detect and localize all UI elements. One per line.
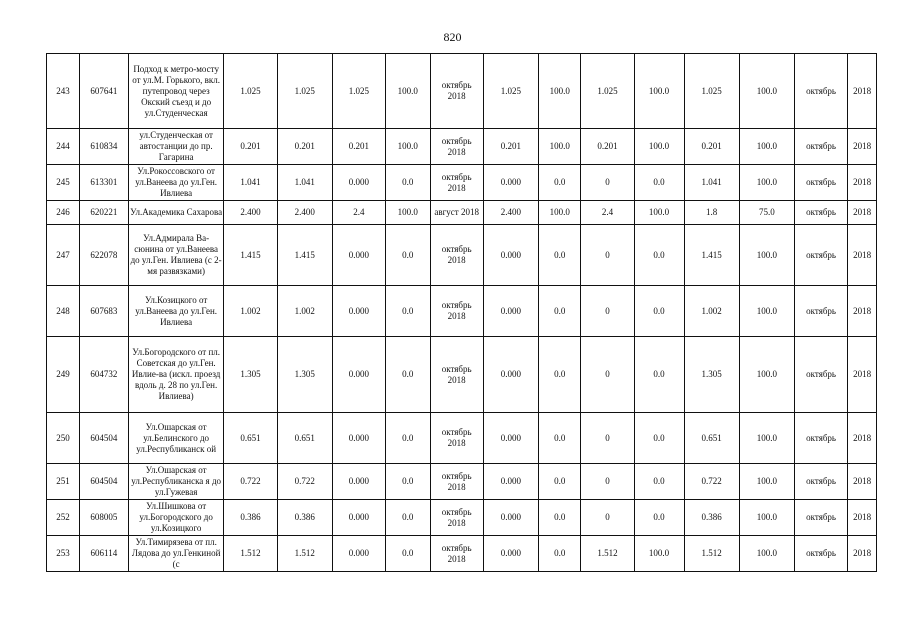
percent-done-cell: 0.0 [385,464,430,500]
percent-6-cell: 100.0 [538,54,581,129]
length-done-cell: 0.000 [332,413,385,464]
value-5-cell: 0.000 [483,500,538,536]
length-plan-cell: 1.305 [277,337,332,413]
year-cell: 2018 [848,225,877,286]
row-number-cell: 249 [47,337,80,413]
row-number-cell: 253 [47,536,80,572]
length-done-cell: 0.201 [332,129,385,165]
percent-6-cell: 0.0 [538,286,581,337]
length-plan-cell: 0.386 [277,500,332,536]
percent-8-cell: 0.0 [634,165,684,201]
percent-8-cell: 0.0 [634,500,684,536]
completion-date-cell: октябрь 2018 [430,54,483,129]
year-cell: 2018 [848,337,877,413]
value-9-cell: 0.651 [684,413,739,464]
year-cell: 2018 [848,129,877,165]
value-5-cell: 0.201 [483,129,538,165]
length-total-cell: 1.305 [224,337,277,413]
road-name-cell: Ул.Ошарская от ул.Белинского до ул.Республиканск ой [128,413,224,464]
value-9-cell: 1.415 [684,225,739,286]
percent-8-cell: 0.0 [634,464,684,500]
completion-date-cell: октябрь 2018 [430,536,483,572]
percent-done-cell: 0.0 [385,500,430,536]
completion-date-cell: октябрь 2018 [430,337,483,413]
table-row [47,165,877,201]
road-name-cell: Подход к метро-мосту от ул.М. Горького, вкл. путепровод через Окский съезд и до ул.Студенческая [128,54,224,129]
row-number-cell: 250 [47,413,80,464]
month-cell: октябрь [795,536,848,572]
percent-done-cell: 0.0 [385,225,430,286]
length-done-cell: 0.000 [332,464,385,500]
length-done-cell: 0.000 [332,225,385,286]
percent-10-cell: 75.0 [739,201,794,225]
length-total-cell: 0.722 [224,464,277,500]
length-total-cell: 1.041 [224,165,277,201]
road-name-cell: Ул.Шишкова от ул.Богородского до ул.Козицкого [128,500,224,536]
completion-date-cell: октябрь 2018 [430,464,483,500]
percent-6-cell: 0.0 [538,225,581,286]
value-5-cell: 0.000 [483,536,538,572]
length-plan-cell: 2.400 [277,201,332,225]
value-9-cell: 0.386 [684,500,739,536]
value-9-cell: 1.512 [684,536,739,572]
value-7-cell: 0 [581,286,634,337]
percent-10-cell: 100.0 [739,413,794,464]
row-number-cell: 245 [47,165,80,201]
percent-done-cell: 0.0 [385,413,430,464]
percent-10-cell: 100.0 [739,500,794,536]
month-cell: октябрь [795,464,848,500]
page-number: 820 [443,30,462,44]
year-cell: 2018 [848,500,877,536]
road-code-cell: 608005 [79,500,128,536]
month-cell: октябрь [795,165,848,201]
percent-done-cell: 0.0 [385,286,430,337]
length-plan-cell: 1.025 [277,54,332,129]
table-row [47,464,877,500]
length-plan-cell: 0.201 [277,129,332,165]
percent-10-cell: 100.0 [739,536,794,572]
month-cell: октябрь [795,286,848,337]
percent-10-cell: 100.0 [739,225,794,286]
value-7-cell: 0 [581,500,634,536]
percent-6-cell: 100.0 [538,201,581,225]
road-name-cell: Ул.Адмирала Ва-сюнина от ул.Ванеева до ул.Ген. Ивлиева (с 2-мя развязками) [128,225,224,286]
year-cell: 2018 [848,54,877,129]
length-done-cell: 1.025 [332,54,385,129]
table-row [47,225,877,286]
completion-date-cell: октябрь 2018 [430,165,483,201]
year-cell: 2018 [848,201,877,225]
value-9-cell: 1.305 [684,337,739,413]
completion-date-cell: октябрь 2018 [430,500,483,536]
year-cell: 2018 [848,286,877,337]
value-7-cell: 1.512 [581,536,634,572]
table-row [47,413,877,464]
percent-8-cell: 100.0 [634,129,684,165]
road-code-cell: 607641 [79,54,128,129]
table-row [47,201,877,225]
percent-6-cell: 0.0 [538,337,581,413]
value-7-cell: 0 [581,225,634,286]
length-total-cell: 0.651 [224,413,277,464]
percent-6-cell: 0.0 [538,500,581,536]
road-code-cell: 604504 [79,464,128,500]
percent-6-cell: 0.0 [538,165,581,201]
value-9-cell: 1.8 [684,201,739,225]
year-cell: 2018 [848,536,877,572]
percent-8-cell: 100.0 [634,536,684,572]
table-row [47,500,877,536]
length-done-cell: 0.000 [332,536,385,572]
completion-date-cell: август 2018 [430,201,483,225]
length-total-cell: 1.512 [224,536,277,572]
length-total-cell: 1.002 [224,286,277,337]
row-number-cell: 247 [47,225,80,286]
month-cell: октябрь [795,500,848,536]
month-cell: октябрь [795,225,848,286]
road-code-cell: 606114 [79,536,128,572]
percent-10-cell: 100.0 [739,464,794,500]
percent-6-cell: 0.0 [538,413,581,464]
value-5-cell: 1.025 [483,54,538,129]
table-row [47,536,877,572]
row-number-cell: 252 [47,500,80,536]
percent-6-cell: 0.0 [538,536,581,572]
road-code-cell: 622078 [79,225,128,286]
row-number-cell: 246 [47,201,80,225]
completion-date-cell: октябрь 2018 [430,129,483,165]
length-total-cell: 1.415 [224,225,277,286]
percent-8-cell: 100.0 [634,201,684,225]
completion-date-cell: октябрь 2018 [430,413,483,464]
length-done-cell: 0.000 [332,165,385,201]
length-done-cell: 0.000 [332,337,385,413]
length-total-cell: 0.386 [224,500,277,536]
table-row [47,337,877,413]
road-name-cell: Ул.Рокоссовского от ул.Ванеева до ул.Ген. Ивлиева [128,165,224,201]
value-7-cell: 0 [581,337,634,413]
value-7-cell: 0 [581,413,634,464]
percent-6-cell: 0.0 [538,464,581,500]
value-7-cell: 0 [581,464,634,500]
percent-6-cell: 100.0 [538,129,581,165]
month-cell: октябрь [795,337,848,413]
value-7-cell: 1.025 [581,54,634,129]
length-done-cell: 0.000 [332,286,385,337]
length-total-cell: 1.025 [224,54,277,129]
table-row [47,129,877,165]
month-cell: октябрь [795,54,848,129]
length-total-cell: 2.400 [224,201,277,225]
road-name-cell: Ул.Академика Сахарова [128,201,224,225]
value-9-cell: 1.002 [684,286,739,337]
length-plan-cell: 1.041 [277,165,332,201]
month-cell: октябрь [795,129,848,165]
length-plan-cell: 1.415 [277,225,332,286]
value-7-cell: 2.4 [581,201,634,225]
road-code-cell: 610834 [79,129,128,165]
road-code-cell: 604732 [79,337,128,413]
percent-done-cell: 100.0 [385,129,430,165]
percent-done-cell: 0.0 [385,337,430,413]
value-7-cell: 0.201 [581,129,634,165]
row-number-cell: 248 [47,286,80,337]
value-9-cell: 1.041 [684,165,739,201]
completion-date-cell: октябрь 2018 [430,286,483,337]
length-plan-cell: 1.512 [277,536,332,572]
length-plan-cell: 0.651 [277,413,332,464]
percent-8-cell: 100.0 [634,54,684,129]
percent-done-cell: 100.0 [385,54,430,129]
year-cell: 2018 [848,413,877,464]
value-5-cell: 0.000 [483,413,538,464]
road-name-cell: Ул.Козицкого от ул.Ванеева до ул.Ген. Ивлиева [128,286,224,337]
table-row [47,286,877,337]
value-9-cell: 0.722 [684,464,739,500]
percent-10-cell: 100.0 [739,337,794,413]
percent-10-cell: 100.0 [739,54,794,129]
percent-8-cell: 0.0 [634,337,684,413]
year-cell: 2018 [848,165,877,201]
value-9-cell: 0.201 [684,129,739,165]
month-cell: октябрь [795,201,848,225]
value-5-cell: 0.000 [483,337,538,413]
length-total-cell: 0.201 [224,129,277,165]
length-done-cell: 2.4 [332,201,385,225]
value-5-cell: 0.000 [483,165,538,201]
percent-8-cell: 0.0 [634,286,684,337]
year-cell: 2018 [848,464,877,500]
table-row [47,54,877,129]
roads-table [46,53,877,572]
row-number-cell: 244 [47,129,80,165]
road-name-cell: Ул.Тимирязева от пл. Лядова до ул.Генкиной (с [128,536,224,572]
value-9-cell: 1.025 [684,54,739,129]
value-5-cell: 0.000 [483,225,538,286]
road-code-cell: 620221 [79,201,128,225]
road-code-cell: 604504 [79,413,128,464]
road-name-cell: Ул.Ошарская от ул.Республиканска я до ул.Гужевая [128,464,224,500]
percent-10-cell: 100.0 [739,286,794,337]
percent-done-cell: 0.0 [385,536,430,572]
percent-10-cell: 100.0 [739,165,794,201]
percent-10-cell: 100.0 [739,129,794,165]
length-plan-cell: 1.002 [277,286,332,337]
month-cell: октябрь [795,413,848,464]
road-code-cell: 613301 [79,165,128,201]
value-7-cell: 0 [581,165,634,201]
road-code-cell: 607683 [79,286,128,337]
percent-done-cell: 0.0 [385,165,430,201]
completion-date-cell: октябрь 2018 [430,225,483,286]
value-5-cell: 0.000 [483,286,538,337]
percent-8-cell: 0.0 [634,225,684,286]
length-plan-cell: 0.722 [277,464,332,500]
row-number-cell: 243 [47,54,80,129]
value-5-cell: 2.400 [483,201,538,225]
row-number-cell: 251 [47,464,80,500]
percent-done-cell: 100.0 [385,201,430,225]
road-name-cell: Ул.Богородского от пл. Советская до ул.Ген. Ивлие-ва (искл. проезд вдоль д. 28 по ул.Ген. Ивлиева) [128,337,224,413]
road-name-cell: ул.Студенческая от автостанции до пр. Гагарина [128,129,224,165]
value-5-cell: 0.000 [483,464,538,500]
percent-8-cell: 0.0 [634,413,684,464]
length-done-cell: 0.000 [332,500,385,536]
